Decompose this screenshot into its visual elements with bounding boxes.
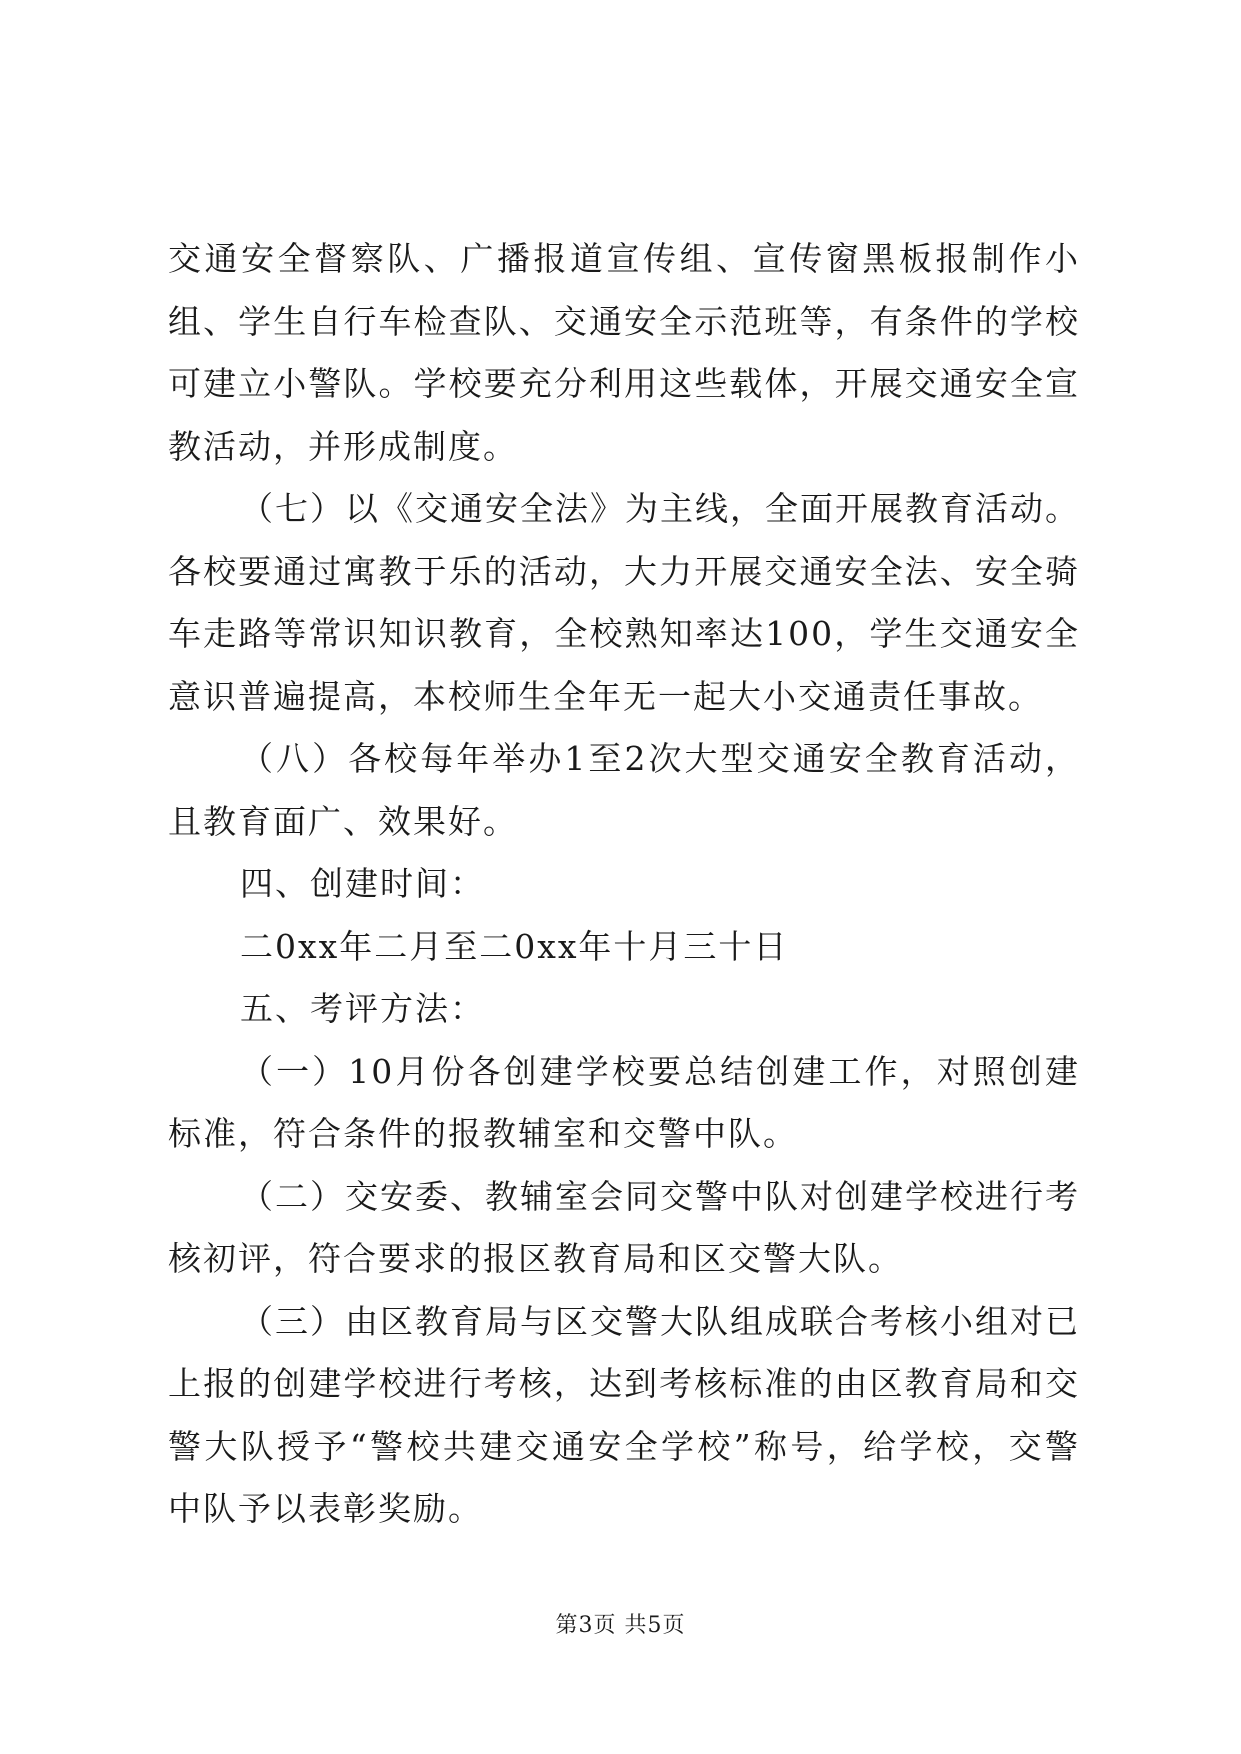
paragraph-item-8: （八）各校每年举办1至2次大型交通安全教育活动，且教育面广、效果好。 bbox=[168, 739, 1080, 841]
paragraph-item-7: （七）以《交通安全法》为主线，全面开展教育活动。各校要通过寓教于乐的活动，大力开展交通安全法、安全骑车走路等常识知识教育，全校熟知率达100，学生交通安全意识普遍提高，本校师生全年无一起大小交通责任事故。 bbox=[168, 489, 1080, 716]
paragraph-continuation: 交通安全督察队、广播报道宣传组、宣传窗黑板报制作小组、学生自行车检查队、交通安全示范班等，有条件的学校可建立小警队。学校要充分利用这些载体，开展交通安全宣教活动，并形成制度。 bbox=[168, 239, 1080, 466]
paragraph-eval-item-1: （一）10月份各创建学校要总结创建工作，对照创建标准，符合条件的报教辅室和交警中队。 bbox=[168, 1051, 1080, 1153]
page-number-footer: 第3页 共5页 bbox=[555, 1613, 686, 1638]
paragraph-creation-period: 二0xx年二月至二0xx年十月三十日 bbox=[240, 926, 789, 966]
section-heading-creation-time: 四、创建时间： bbox=[240, 864, 485, 903]
paragraph-eval-item-3: （三）由区教育局与区交警大队组成联合考核小组对已上报的创建学校进行考核，达到考核标准的由区教育局和交警大队授予“警校共建交通安全学校”称号，给学校，交警中队予以表彰奖励。 bbox=[168, 1301, 1080, 1528]
section-heading-evaluation-method: 五、考评方法： bbox=[240, 989, 485, 1028]
document-body bbox=[168, 228, 1080, 1541]
paragraph-eval-item-2: （二）交安委、教辅室会同交警中队对创建学校进行考核初评，符合要求的报区教育局和区交警大队。 bbox=[168, 1176, 1080, 1278]
